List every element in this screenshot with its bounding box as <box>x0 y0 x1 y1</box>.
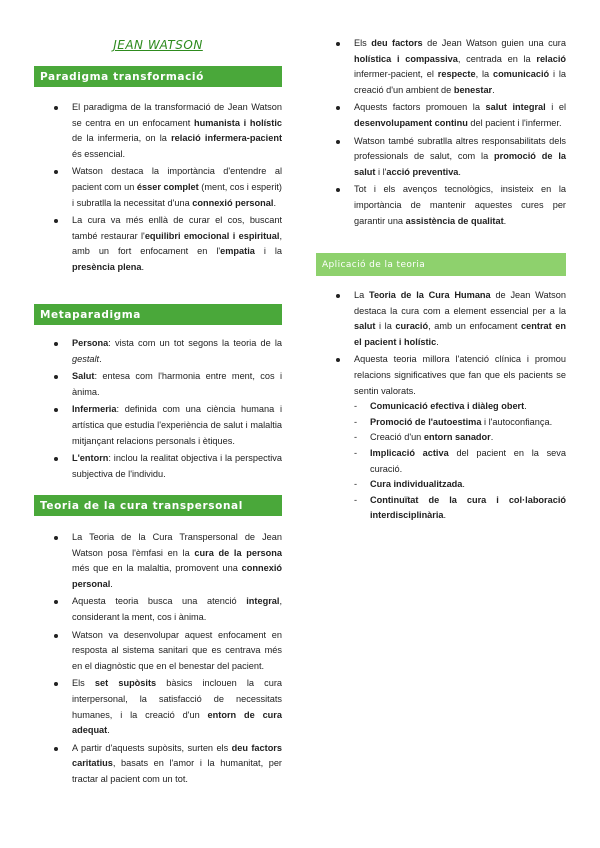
list-item: Persona: vista com un tot segons la teoria de la gestalt. <box>34 336 282 367</box>
sublist-item: - Continuïtat de la cura i col·laboració interdisciplinària. <box>354 494 566 521</box>
bullet-icon <box>54 457 58 461</box>
bullet-icon <box>54 634 58 638</box>
list-item: Tot i els avenços tecnològics, insisteix en la importància de mantenir aquestes cures per garantir una assistència de qualitat. <box>316 182 566 229</box>
bullet-icon <box>54 106 58 110</box>
bullet-icon <box>336 294 340 298</box>
sublist-item: - Creació d'un entorn sanador. <box>354 432 494 443</box>
bullet-icon <box>336 106 340 110</box>
sublist-item: - Cura individualitzada. <box>354 479 465 490</box>
section-heading-metaparadigma <box>34 304 282 325</box>
list-item: El paradigma de la transformació de Jean Watson se centra en un enfocament humanista i holístic de la infermeria, on la relació infermera-pacient és essencial. <box>34 100 282 162</box>
aplicacio-sublist <box>354 399 566 524</box>
section-heading-text: Paradigma transformació <box>40 70 204 83</box>
list-item: La Teoria de la Cura Humana de Jean Watson destaca la cura com a element essencial per a la salut i la curació, amb un enfocament centrat en el pacient i holístic. <box>316 288 566 350</box>
sublist-item: - Implicació activa del pacient en la seva curació. <box>354 447 566 474</box>
list-item: Aquesta teoria millora l'atenció clínica i promou relacions significatives que fan que els pacients se sentin valorats. - Comunicació efectiva i diàleg obert. - Promoció de l'autoestima i l'autoconfiança. - Creació d'un entorn sanador. - Implicació activa del pacient en la seva curació. - Cura individualitzada. - Continuïtat de la cura i col·laboració interdisciplinària. <box>316 352 566 524</box>
teoria-list <box>34 530 282 790</box>
bullet-icon <box>336 188 340 192</box>
bullet-icon <box>54 342 58 346</box>
list-item: Els set supòsits bàsics inclouen la cura interpersonal, la satisfacció de necessitats humanes, i la creació d'un entorn de cura adequat. <box>34 676 282 738</box>
bullet-icon <box>336 42 340 46</box>
list-item: Watson va desenvolupar aquest enfocament en resposta al sistema sanitari que es centrava més en el diagnòstic que en el benestar del pacient. <box>34 628 282 675</box>
bullet-icon <box>336 358 340 362</box>
section-heading-paradigma <box>34 66 282 87</box>
paradigma-list <box>34 100 282 278</box>
list-item: La cura va més enllà de curar el cos, buscant també restaurar l'equilibri emocional i espiritual, amb un fort enfocament en l'empatia i la presència plena. <box>34 213 282 275</box>
aplicacio-list <box>316 288 566 526</box>
sublist-item: - Promoció de l'autoestima i l'autoconfiança. <box>354 416 553 427</box>
bullet-icon <box>54 747 58 751</box>
list-item: Watson destaca la importància d'entendre al pacient com un ésser complet (ment, cos i esperit) i subratlla la necessitat d'una connexió personal. <box>34 164 282 211</box>
list-item: A partir d'aquests supòsits, surten els deu factors caritatius, basats en l'amor i la humanitat, per tractar al pacient com un tot. <box>34 741 282 788</box>
list-item: Aquests factors promouen la salut integral i el desenvolupament continu del pacient i l'infermer. <box>316 100 566 131</box>
bullet-icon <box>54 219 58 223</box>
list-item: L'entorn: inclou la realitat objectiva i la perspectiva subjectiva de l'individu. <box>34 451 282 482</box>
list-item: Aquesta teoria busca una atenció integral, considerant la ment, cos i ànima. <box>34 594 282 625</box>
bullet-icon <box>54 375 58 379</box>
list-item: Els deu factors de Jean Watson guien una cura holística i compassiva, centrada en la relació infermer-pacient, el respecte, la comunicació i la creació d'un ambient de benestar. <box>316 36 566 98</box>
bullet-icon <box>54 408 58 412</box>
section-heading-text: Teoria de la cura transpersonal <box>40 499 243 512</box>
factors-list <box>316 36 566 231</box>
section-heading-text: Aplicació de la teoria <box>322 259 426 270</box>
section-heading-text: Metaparadigma <box>40 308 141 321</box>
bullet-icon <box>54 536 58 540</box>
bullet-icon <box>54 600 58 604</box>
list-item: La Teoria de la Cura Transpersonal de Jean Watson posa l'èmfasi en la cura de la persona més que en la malaltia, promovent una connexió personal. <box>34 530 282 592</box>
bullet-icon <box>54 682 58 686</box>
list-item: Salut: entesa com l'harmonia entre ment, cos i ànima. <box>34 369 282 400</box>
section-heading-aplicacio <box>316 253 566 276</box>
page-title: JEAN WATSON <box>113 38 203 52</box>
sublist-item: - Comunicació efectiva i diàleg obert. <box>354 401 527 412</box>
bullet-icon <box>336 140 340 144</box>
list-item: Infermeria: definida com una ciència humana i artística que estudia l'experiència de salut i malaltia mitjançant relacions personals i ètiques. <box>34 402 282 449</box>
section-heading-teoria <box>34 495 282 516</box>
bullet-icon <box>54 170 58 174</box>
metaparadigma-list <box>34 336 282 484</box>
list-item: Watson també subratlla altres responsabilitats dels professionals de salut, com la promoció de la salut i l'acció preventiva. <box>316 134 566 181</box>
